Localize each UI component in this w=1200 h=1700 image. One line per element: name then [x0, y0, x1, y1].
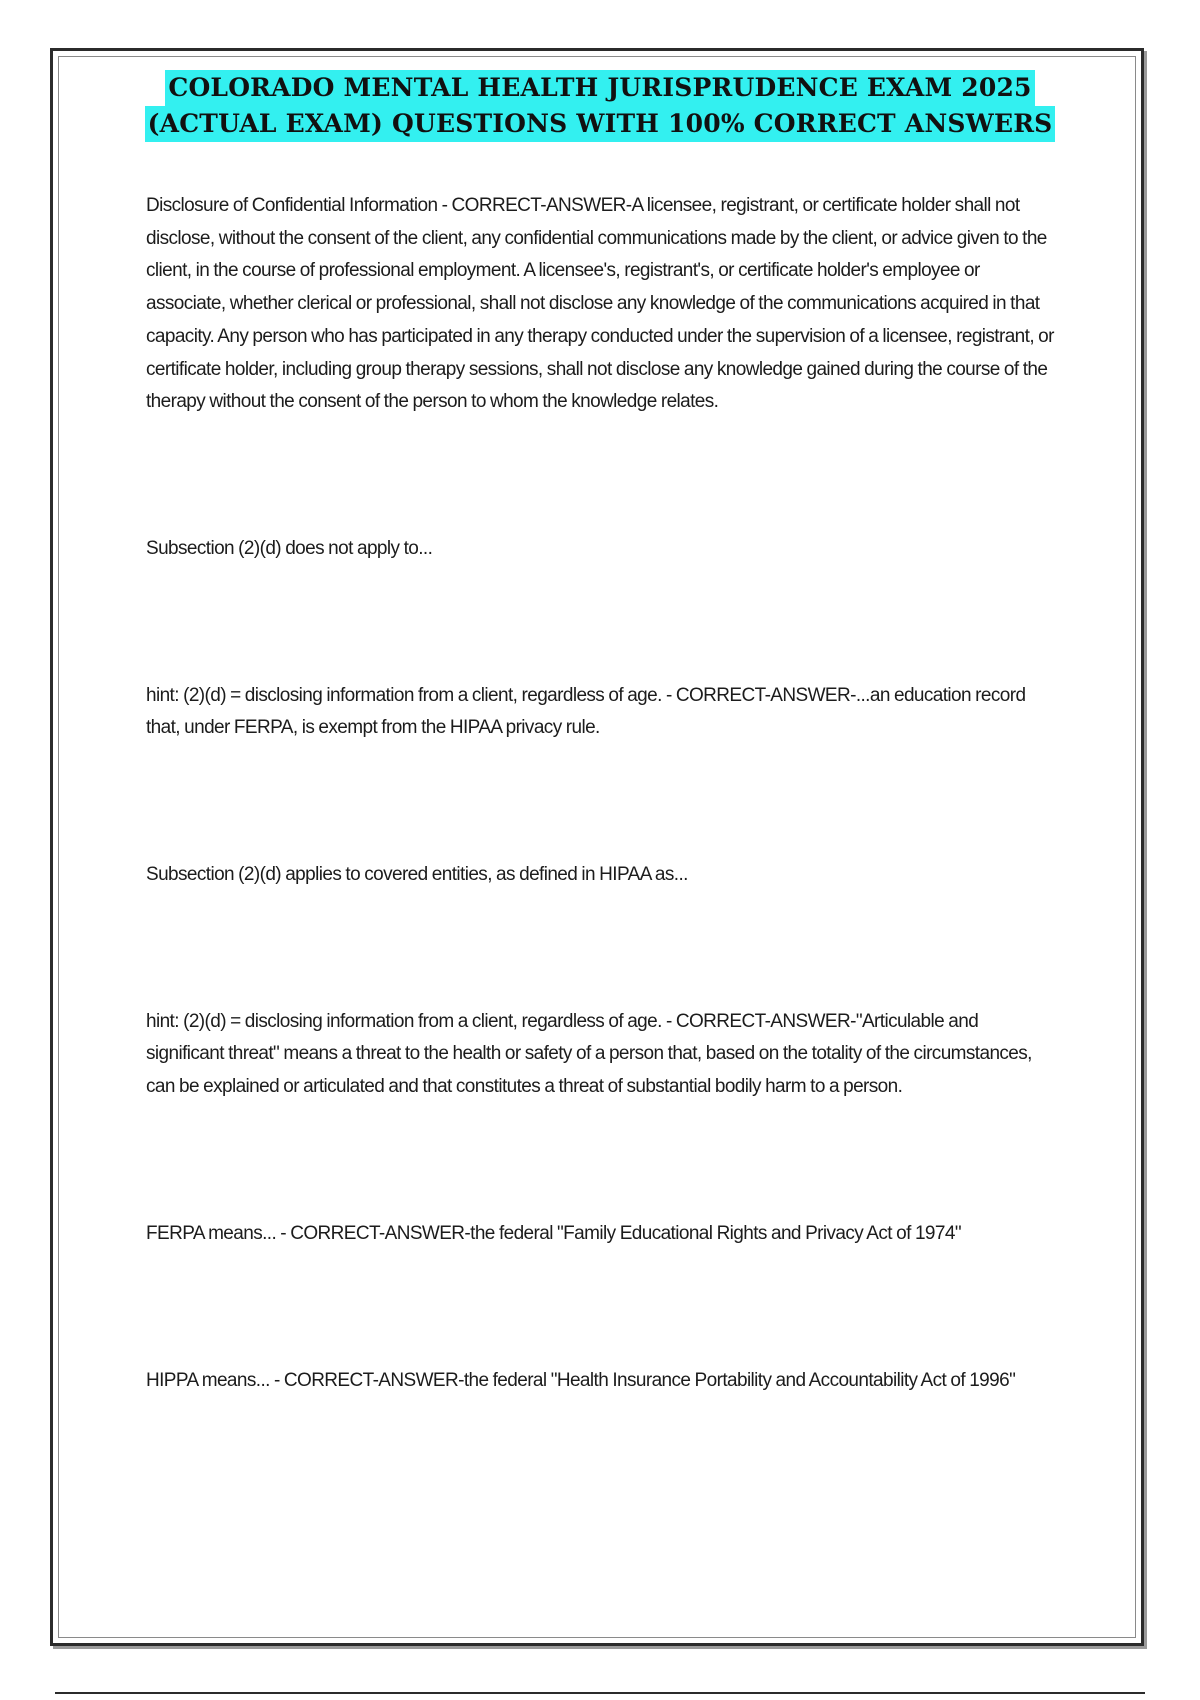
footer-divider	[55, 1692, 1145, 1694]
title-line-1: COLORADO MENTAL HEALTH JURISPRUDENCE EXAM 2025	[165, 70, 1034, 106]
qa-entry-hippa-means: HIPPA means... - CORRECT-ANSWER-the federal "Health Insurance Portability and Accountability Act of 1996"	[146, 1369, 1016, 1391]
qa-entry-articulable-threat: hint: (2)(d) = disclosing information from a client, regardless of age. - CORRECT-ANSWER-"Articulable and significant threat" means a threat to the health or safety of a person that, based on the totality of the circumstances, can be explained or articulated and that constitutes a threat of substantial bodily harm to a person.	[146, 1010, 1032, 1098]
qa-list	[146, 190, 1056, 1397]
document-title	[0, 70, 1200, 142]
spacer	[146, 745, 1056, 859]
spacer	[146, 566, 1056, 680]
qa-entry-ferpa-exempt: hint: (2)(d) = disclosing information from a client, regardless of age. - CORRECT-ANSWER-...an education record that, under FERPA, is exempt from the HIPAA privacy rule.	[146, 684, 1026, 739]
spacer	[146, 1251, 1056, 1365]
qa-entry-ferpa-means: FERPA means... - CORRECT-ANSWER-the federal "Family Educational Rights and Privacy Act of 1974"	[146, 1222, 961, 1244]
qa-entry-subsection-applies: Subsection (2)(d) applies to covered entities, as defined in HIPAA as...	[146, 864, 688, 886]
title-line-2: (ACTUAL EXAM) QUESTIONS WITH 100% CORRECT ANSWERS	[145, 106, 1056, 142]
spacer	[146, 1104, 1056, 1218]
qa-entry-disclosure: Disclosure of Confidential Information - CORRECT-ANSWER-A licensee, registrant, or certificate holder shall not disclose, without the consent of the client, any confidential communications made by the client, or advice given to the client, in the course of professional employment. A licensee's, registrant's, or certificate holder's employee or associate, whether clerical or professional, shall not disclose any knowledge of the communications acquired in that capacity. Any person who has participated in any therapy conducted under the supervision of a licensee, registrant, or certificate holder, including group therapy sessions, shall not disclose any knowledge gained during the course of the therapy without the consent of the person to whom the knowledge relates.	[146, 195, 1054, 413]
qa-entry-subsection-not-apply: Subsection (2)(d) does not apply to...	[146, 537, 433, 559]
spacer	[146, 419, 1056, 533]
spacer	[146, 892, 1056, 1006]
